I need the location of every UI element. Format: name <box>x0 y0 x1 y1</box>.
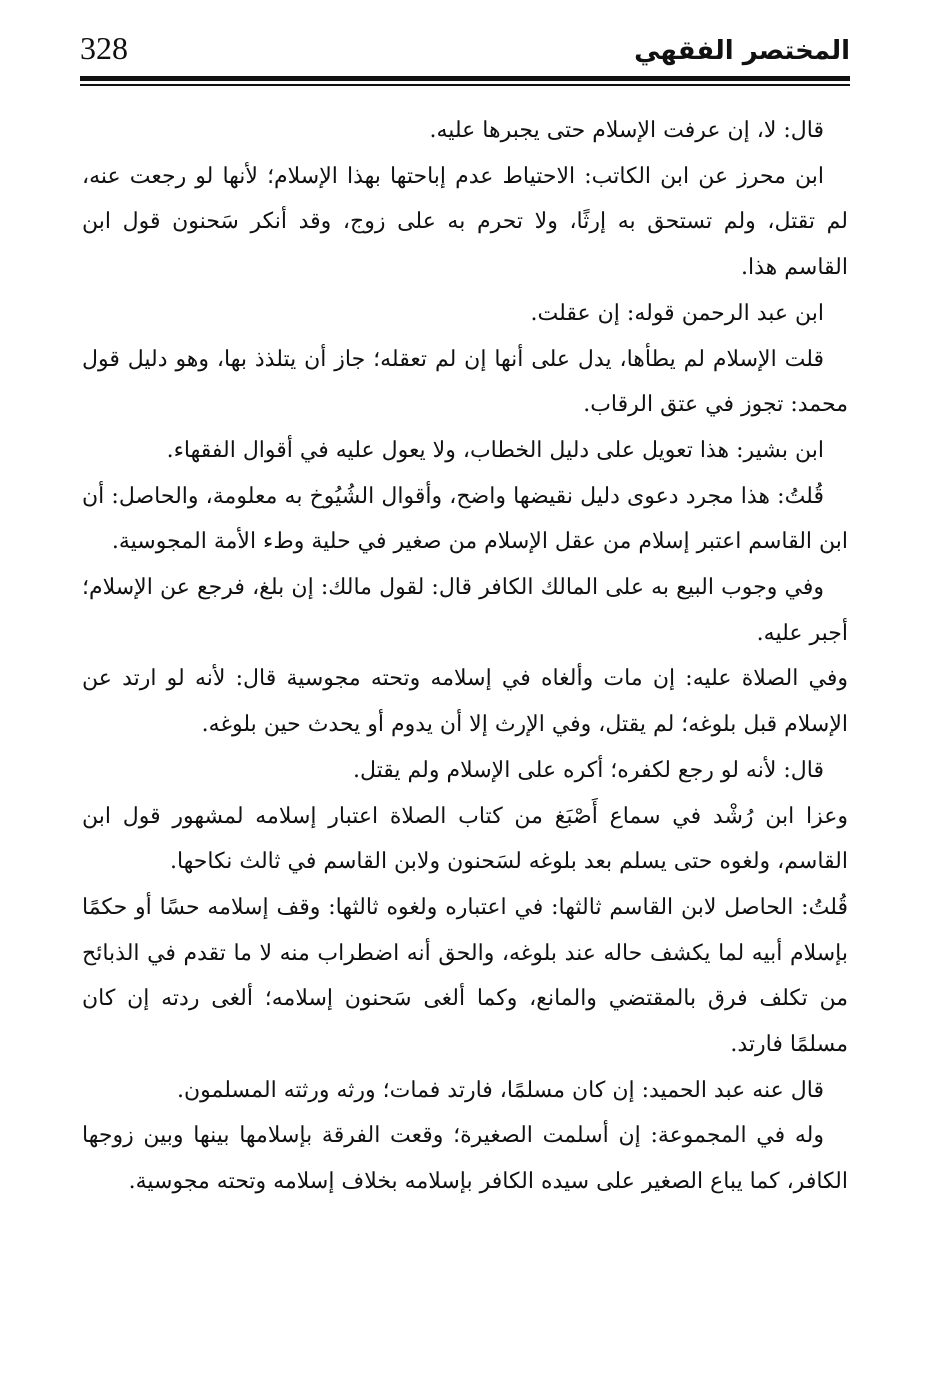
paragraph: قال عنه عبد الحميد: إن كان مسلمًا، فارتد فمات؛ ورثه ورثته المسلمون. <box>177 1077 824 1103</box>
page-number: 328 <box>80 30 128 66</box>
paragraph: ابن بشير: هذا تعويل على دليل الخطاب، ولا يعول عليه في أقوال الفقهاء. <box>166 437 824 463</box>
paragraph: وفي الصلاة عليه: إن مات وألغاه في إسلامه وتحته مجوسية قال: لأنه لو ارتد عن الإسلام قبل بلوغه؛ لم يقتل، وفي الإرث إلا أن يدوم أو يحدث حين بلوغه. <box>82 666 848 738</box>
paragraph: قلت الإسلام لم يطأها، يدل على أنها إن لم تعقله؛ جاز أن يتلذذ بها، وهو دليل قول محمد: تجوز في عتق الرقاب. <box>82 346 848 418</box>
header-rule-thin <box>80 84 850 86</box>
paragraph: قال: لا، إن عرفت الإسلام حتى يجبرها عليه. <box>429 118 824 143</box>
book-title: المختصر الفقهي <box>634 36 850 66</box>
body-text <box>82 108 848 1205</box>
page-header <box>80 28 850 72</box>
paragraph: قال: لأنه لو رجع لكفره؛ أكره على الإسلام ولم يقتل. <box>352 757 824 783</box>
paragraph: قُلتُ: هذا مجرد دعوى دليل نقيضها واضح، وأقوال الشُيُوخ به معلومة، والحاصل: أن ابن القاسم اعتبر إسلام من عقل الإسلام من صغير في حلية وطء الأمة المجوسية. <box>82 483 848 555</box>
header-rule-thick <box>80 76 850 81</box>
paragraph: وله في المجموعة: إن أسلمت الصغيرة؛ وقعت الفرقة بإسلامها بينها وبين زوجها الكافر، كما يباع الصغير على سيده الكافر بإسلامه بخلاف إسلامه وتحته مجوسية. <box>82 1123 848 1195</box>
paragraph: قُلتُ: الحاصل لابن القاسم ثالثها: في اعتباره ولغوه ثالثها: وقف إسلامه حسًا أو حكمًا بإسلام أبيه لما يكشف حاله عند بلوغه، والحق أنه اضطراب منه لا ما تقدم في الذبائح من تكلف فرق بالمقتضي والمانع، وكما ألغى سَحنون إسلامه؛ ألغى ردته إن كان مسلمًا فارتد. <box>82 894 848 1058</box>
paragraph: وعزا ابن رُشْد في سماع أَصْبَغ من كتاب الصلاة اعتبار إسلامه لمشهور قول ابن القاسم، ولغوه حتى يسلم بعد بلوغه لسَحنون ولابن القاسم في ثالث نكاحها. <box>82 803 848 875</box>
paragraph: وفي وجوب البيع به على المالك الكافر قال: لقول مالك: إن بلغ، فرجع عن الإسلام؛ أجبر عليه. <box>82 575 848 646</box>
paragraph: ابن محرز عن ابن الكاتب: الاحتياط عدم إباحتها بهذا الإسلام؛ لأنها لو رجعت عنه، لم تقتل، ولم تستحق به إرثًا، ولا تحرم به على زوج، وقد أنكر سَحنون قول ابن القاسم هذا. <box>82 163 848 281</box>
paragraph: ابن عبد الرحمن قوله: إن عقلت. <box>530 300 824 326</box>
